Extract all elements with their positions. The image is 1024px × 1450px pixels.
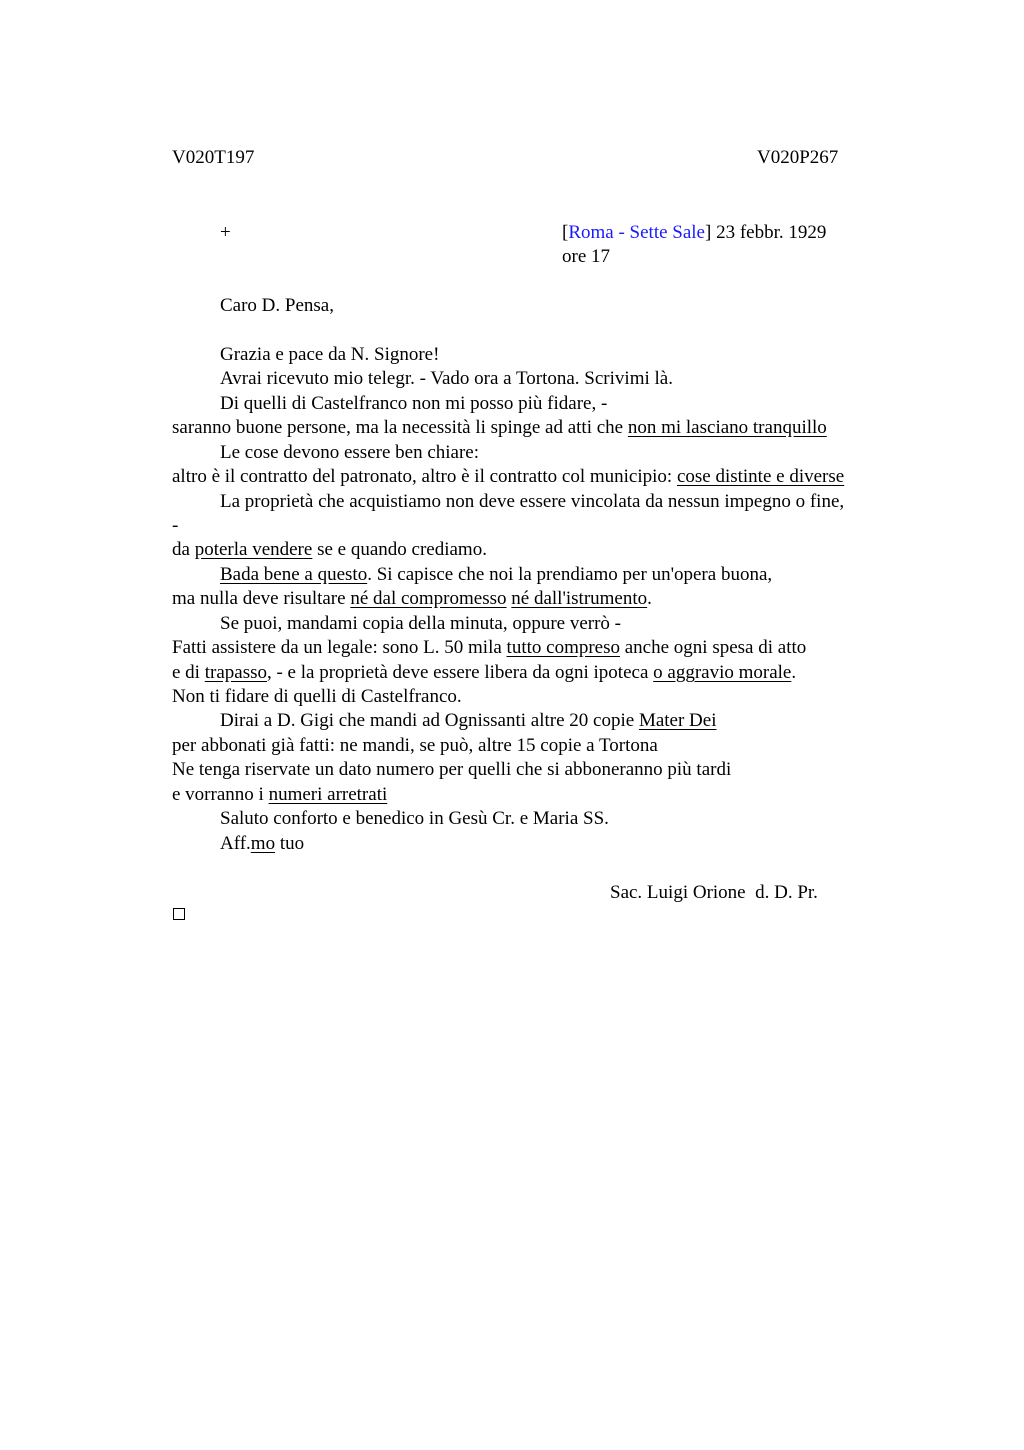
underlined-phrase: né dal compromesso — [350, 588, 507, 609]
line-text: . — [791, 662, 797, 683]
letter-line: Ne tenga riservate un dato numero per quelli che si abboneranno più tardi — [172, 759, 732, 780]
letter-line — [172, 636, 806, 660]
letter-line — [220, 563, 772, 587]
underlined-phrase: cose distinte e diverse — [676, 466, 845, 487]
letter-line: La proprietà che acquistiamo non deve essere vincolata da nessun impegno o fine, — [220, 491, 845, 512]
line-text: e vorranno i — [172, 784, 269, 805]
line-text: e di — [172, 662, 205, 683]
letter-line: Non ti fidare di quelli di Castelfranco. — [172, 686, 462, 707]
letter-line — [172, 416, 827, 440]
place-date-line — [562, 221, 826, 245]
letter-line — [220, 709, 717, 733]
letter-line: Saluto conforto e benedico in Gesù Cr. e Maria SS. — [220, 808, 609, 829]
line-text: da — [172, 539, 195, 560]
underlined-phrase: né dall'istrumento — [511, 588, 648, 609]
letter-line: Se puoi, mandami copia della minuta, oppure verrò - — [220, 613, 621, 634]
underlined-phrase: Mater Dei — [638, 710, 717, 731]
line-text: Dirai a D. Gigi che mandi ad Ognissanti altre 20 copie — [220, 710, 639, 731]
end-marker-box — [173, 908, 185, 920]
bracket-close: ] — [705, 222, 712, 243]
underlined-phrase: numeri arretrati — [268, 784, 388, 805]
underlined-phrase: trapasso — [204, 662, 267, 683]
line-text: . — [647, 588, 652, 609]
line-text: , - e la proprietà deve essere libera da ogni ipoteca — [266, 662, 654, 683]
letter-line — [172, 465, 844, 489]
salutation: Caro D. Pensa, — [220, 295, 334, 316]
line-text: tuo — [275, 833, 305, 854]
letter-time: ore 17 — [562, 246, 611, 267]
letter-line: per abbonati già fatti: ne mandi, se può, altre 15 copie a Tortona — [172, 735, 658, 756]
line-text: anche ogni spesa di atto — [620, 637, 807, 658]
letter-line — [172, 783, 387, 807]
underlined-phrase: mo — [250, 833, 276, 854]
document-code-right: V020P267 — [757, 147, 839, 168]
signature: Sac. Luigi Orione d. D. Pr. — [610, 882, 818, 903]
line-text: Fatti assistere da un legale: sono L. 50 mila — [172, 637, 507, 658]
place-link[interactable]: Roma - Sette Sale — [568, 222, 705, 243]
line-text: Aff. — [220, 833, 251, 854]
letter-line — [220, 832, 304, 856]
letter-line: Grazia e pace da N. Signore! — [220, 344, 440, 365]
underlined-phrase: poterla vendere — [194, 539, 313, 560]
line-text: altro è il contratto del patronato, altro è il contratto col municipio: — [172, 466, 677, 487]
line-text: . Si capisce che noi la prendiamo per un'opera buona, — [367, 564, 773, 585]
letter-line: Le cose devono essere ben chiare: — [220, 442, 480, 463]
document-code-left: V020T197 — [172, 147, 255, 168]
letter-line — [172, 538, 487, 562]
line-text: saranno buone persone, ma la necessità li spinge ad atti che — [172, 417, 628, 438]
underlined-phrase: non mi lasciano tranquillo — [627, 417, 827, 438]
cross-mark: + — [220, 222, 231, 243]
letter-line: Di quelli di Castelfranco non mi posso più fidare, - — [220, 393, 608, 414]
line-text: se e quando crediamo. — [312, 539, 487, 560]
underlined-phrase: o aggravio morale — [653, 662, 792, 683]
letter-line: Avrai ricevuto mio telegr. - Vado ora a Tortona. Scrivimi là. — [220, 368, 673, 389]
letter-line: - — [172, 515, 179, 536]
underlined-phrase: Bada bene a questo — [220, 564, 368, 585]
letter-line — [172, 587, 652, 611]
letter-line — [172, 661, 796, 685]
underlined-phrase: tutto compreso — [506, 637, 620, 658]
letter-date: 23 febbr. 1929 — [711, 222, 827, 243]
bracket-open: [ — [562, 222, 569, 243]
line-text: ma nulla deve risultare — [172, 588, 351, 609]
